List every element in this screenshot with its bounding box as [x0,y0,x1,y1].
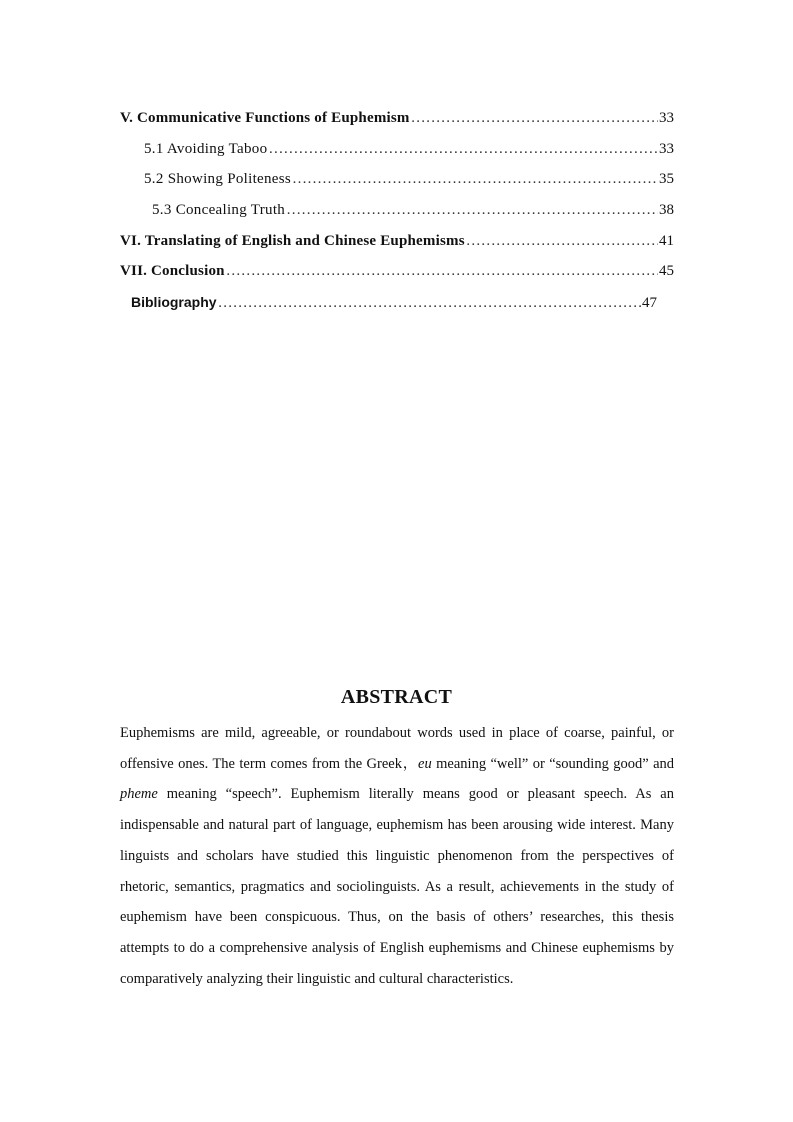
toc-page-number: 41 [659,233,674,249]
toc-dot-leader [226,262,658,280]
toc-page-number: 35 [659,171,674,187]
toc-entry-chapter-6[interactable] [120,232,674,250]
abstract-text: Euphemisms are mild, agreeable, or roundabout words used in place of coarse, painful, or offensive ones. The term comes from the Greek， [120,725,674,772]
toc-page-number: 45 [659,263,674,279]
toc-entry-title: VII. Conclusion [120,263,225,279]
toc-page-number: 33 [659,110,674,126]
toc-dot-leader [292,170,658,188]
toc-dot-leader [218,294,641,312]
toc-entry-bibliography[interactable] [131,293,657,312]
toc-entry-title: VI. Translating of English and Chinese Euphemisms [120,233,465,249]
abstract-paragraph [120,718,674,994]
toc-entry-chapter-5[interactable] [120,109,674,127]
toc-entry-5-3[interactable] [152,201,674,219]
toc-entry-title: 5.2 Showing Politeness [144,171,292,187]
toc-page-number: 47 [642,295,657,311]
toc-entry-5-1[interactable] [144,140,674,158]
abstract-term-eu: eu [418,755,432,772]
toc-dot-leader [466,232,658,250]
toc-page-number: 38 [659,202,674,218]
abstract-text: meaning “well” or “sounding good” and [431,755,675,772]
toc-page-number: 33 [659,141,674,157]
abstract-term-pheme: pheme [120,786,158,803]
toc-entry-title: 5.3 Concealing Truth [152,202,286,218]
toc-dot-leader [286,201,658,219]
toc-entry-chapter-7[interactable] [120,262,674,280]
toc-entry-5-2[interactable] [144,170,674,188]
toc-entry-title: V. Communicative Functions of Euphemism [120,110,410,126]
toc-entry-title: 5.1 Avoiding Taboo [144,141,268,157]
toc-dot-leader [411,109,658,127]
abstract-heading: ABSTRACT [340,686,453,708]
toc-entry-title: Bibliography [131,294,217,310]
toc-dot-leader [268,140,658,158]
abstract-text: meaning “speech”. Euphemism literally means good or pleasant speech. As an indispensable and natural part of language, euphemism has been arousing wide interest. Many linguists and scholars have studied this linguistic phenomenon from the perspectives of rhetoric, semantics, pragmatics and sociolinguists. As a result, achievements in the study of euphemism have been conspicuous. Thus, on the basis of others’ researches, this thesis attempts to do a comprehensive analysis of English euphemisms and Chinese euphemisms by comparatively analyzing their linguistic and cultural characteristics. [120,786,674,987]
